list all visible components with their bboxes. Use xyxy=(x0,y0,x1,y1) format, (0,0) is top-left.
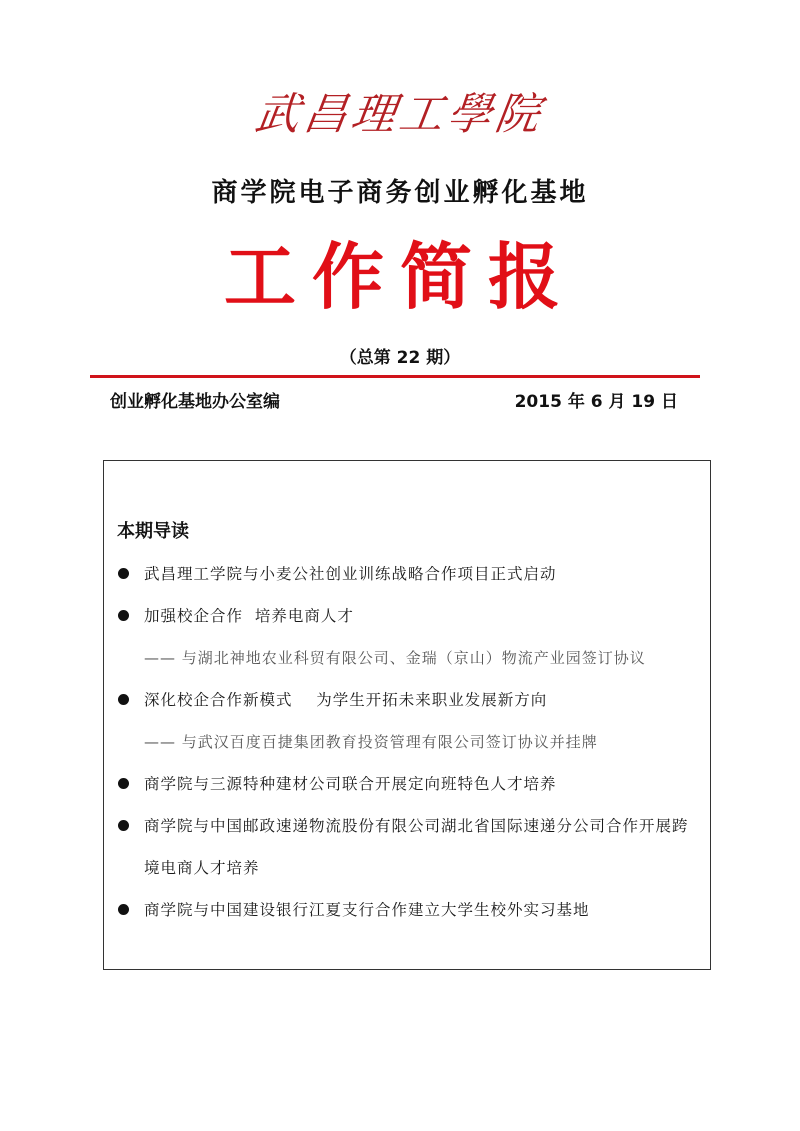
toc-item-text: 深化校企合作新模式 为学生开拓未来职业发展新方向 xyxy=(144,691,548,709)
toc-item xyxy=(118,763,703,805)
toc-item xyxy=(118,553,703,595)
bullet-icon xyxy=(118,568,129,579)
toc-item xyxy=(118,679,703,721)
bullet-icon xyxy=(118,778,129,789)
toc-sub-item: —— 与武汉百度百捷集团教育投资管理有限公司签订协议并挂牌 xyxy=(144,733,598,751)
bullet-icon xyxy=(118,610,129,621)
toc-item-text: 武昌理工学院与小麦公社创业训练战略合作项目正式启动 xyxy=(144,565,557,583)
toc-heading: 本期导读 xyxy=(117,521,189,542)
college-logo: 武昌理工學院 xyxy=(251,89,547,140)
bulletin-title: 工作简报 xyxy=(223,234,576,319)
toc-item xyxy=(118,805,703,889)
bullet-icon xyxy=(118,820,129,831)
toc-sub-item: —— 与湖北神地农业科贸有限公司、金瑞（京山）物流产业园签订协议 xyxy=(144,649,646,667)
bullet-icon xyxy=(118,694,129,705)
bullet-icon xyxy=(118,904,129,915)
toc-item-text: 加强校企合作 培养电商人才 xyxy=(144,607,354,625)
toc-item-text: 商学院与三源特种建材公司联合开展定向班特色人才培养 xyxy=(144,775,557,793)
toc-item-text: 商学院与中国邮政速递物流股份有限公司湖北省国际速递分公司合作开展跨境电商人才培养 xyxy=(144,817,689,877)
header-divider xyxy=(90,375,700,378)
toc-item xyxy=(118,889,703,931)
toc-item-text: 商学院与中国建设银行江夏支行合作建立大学生校外实习基地 xyxy=(144,901,590,919)
issue-number: （总第 22 期） xyxy=(339,348,461,368)
table-of-contents xyxy=(103,460,711,970)
issue-date: 2015 年 6 月 19 日 xyxy=(514,392,678,412)
toc-item xyxy=(118,595,703,637)
base-subtitle: 商学院电子商务创业孵化基地 xyxy=(211,178,589,208)
editor-office: 创业孵化基地办公室编 xyxy=(110,392,280,412)
